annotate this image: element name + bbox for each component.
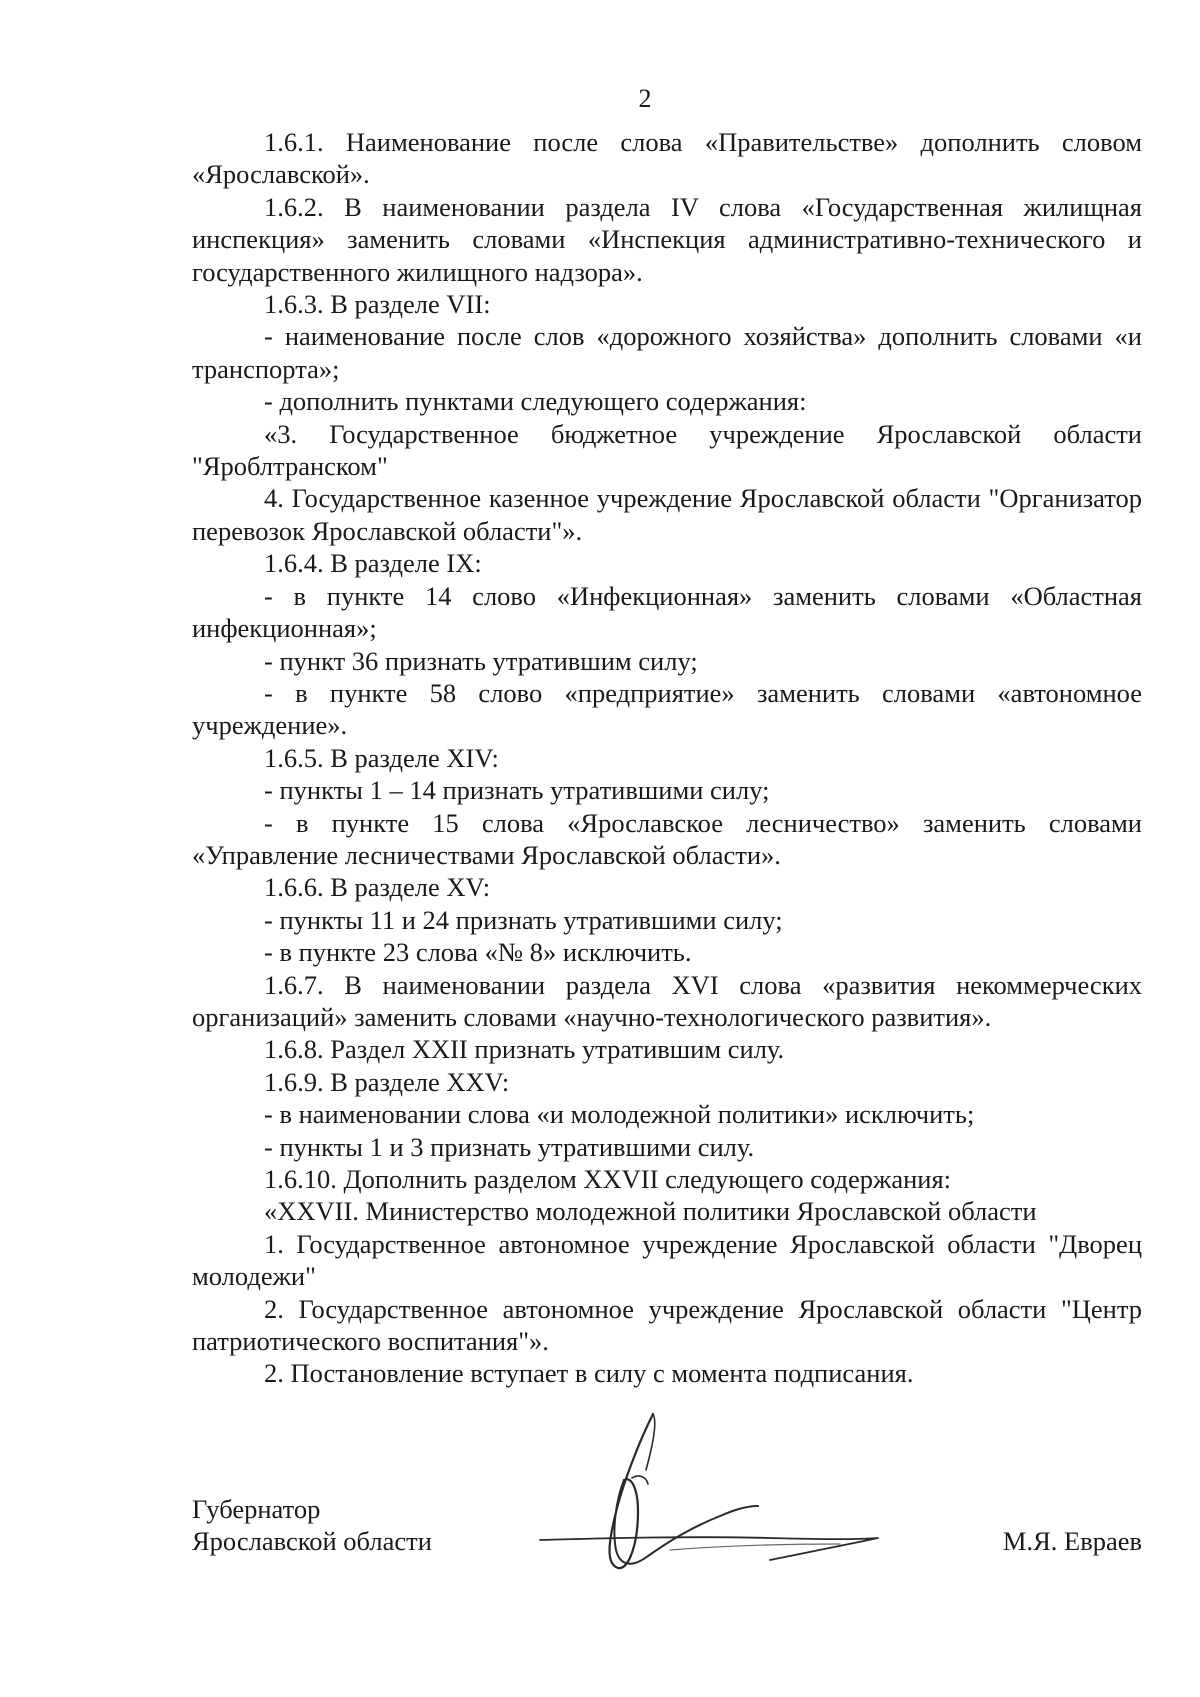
paragraph: 1.6.3. В разделе VII: — [264, 289, 491, 320]
signatory-name: М.Я. Евраев — [1002, 1526, 1142, 1556]
page-number: 2 — [638, 84, 652, 113]
paragraph: 2. Постановление вступает в силу с момента подписания. — [264, 1358, 914, 1389]
signatory-title-line: Губернатор — [192, 1494, 321, 1524]
paragraph: 1.6.8. Раздел XXII признать утратившим силу. — [264, 1034, 785, 1065]
paragraph: - пункты 11 и 24 признать утратившими силу; — [264, 904, 783, 935]
paragraph: - в пункте 14 слово «Инфекционная» заменить словами «Областная инфекционная»; — [192, 580, 1142, 644]
paragraph: 1.6.5. В разделе XIV: — [264, 742, 499, 773]
paragraph: 1.6.6. В разделе XV: — [264, 872, 491, 903]
signatory-position — [192, 1493, 432, 1557]
document-body — [192, 126, 1142, 1390]
paragraph: 1.6.10. Дополнить разделом XXVII следующего содержания: — [264, 1164, 951, 1194]
paragraph: 1.6.2. В наименовании раздела IV слова «Государственная жилищная инспекция» заменить словами «Инспекция административно-технического и государственного жилищного надзора». — [192, 191, 1142, 287]
paragraph: «XXVII. Министерство молодежной политики Ярославской области — [264, 1196, 1037, 1227]
paragraph: - пункт 36 признать утратившим силу; — [264, 645, 698, 676]
paragraph: 1. Государственное автономное учреждение Ярославской области "Дворец молодежи" — [192, 1228, 1142, 1292]
paragraph: - пункты 1 и 3 признать утратившими силу. — [264, 1131, 755, 1162]
paragraph: 1.6.7. В наименовании раздела XVI слова «развития некоммерческих организаций» заменить словами «научно-технологического развития». — [192, 969, 1142, 1032]
paragraph: «3. Государственное бюджетное учреждение Ярославской области "Яроблтранском" — [192, 418, 1142, 482]
paragraph: 2. Государственное автономное учреждение Ярославской области "Центр патриотического воспитания"». — [192, 1293, 1142, 1357]
paragraph: 1.6.1. Наименование после слова «Правительстве» дополнить словом «Ярославской». — [192, 127, 1142, 190]
paragraph: 1.6.4. В разделе IX: — [264, 548, 482, 579]
paragraph: - в пункте 23 слова «№ 8» исключить. — [264, 937, 692, 968]
paragraph: - в наименовании слова «и молодежной политики» исключить; — [264, 1099, 975, 1130]
paragraph: 1.6.9. В разделе XXV: — [264, 1066, 510, 1097]
paragraph: - пункты 1 – 14 признать утратившими силу; — [264, 775, 770, 806]
signatory-region-line: Ярославской области — [192, 1526, 432, 1556]
handwritten-signature — [520, 1400, 910, 1590]
paragraph: 4. Государственное казенное учреждение Ярославской области "Организатор перевозок Ярославской области"». — [192, 483, 1142, 546]
paragraph: - наименование после слов «дорожного хозяйства» дополнить словами «и транспорта»; — [192, 321, 1142, 384]
paragraph: - в пункте 58 слово «предприятие» заменить словами «автономное учреждение». — [192, 677, 1142, 741]
paragraph: - дополнить пунктами следующего содержания: — [264, 386, 807, 417]
paragraph: - в пункте 15 слова «Ярославское лесничество» заменить словами «Управление лесничествами Ярославской области». — [192, 807, 1142, 870]
